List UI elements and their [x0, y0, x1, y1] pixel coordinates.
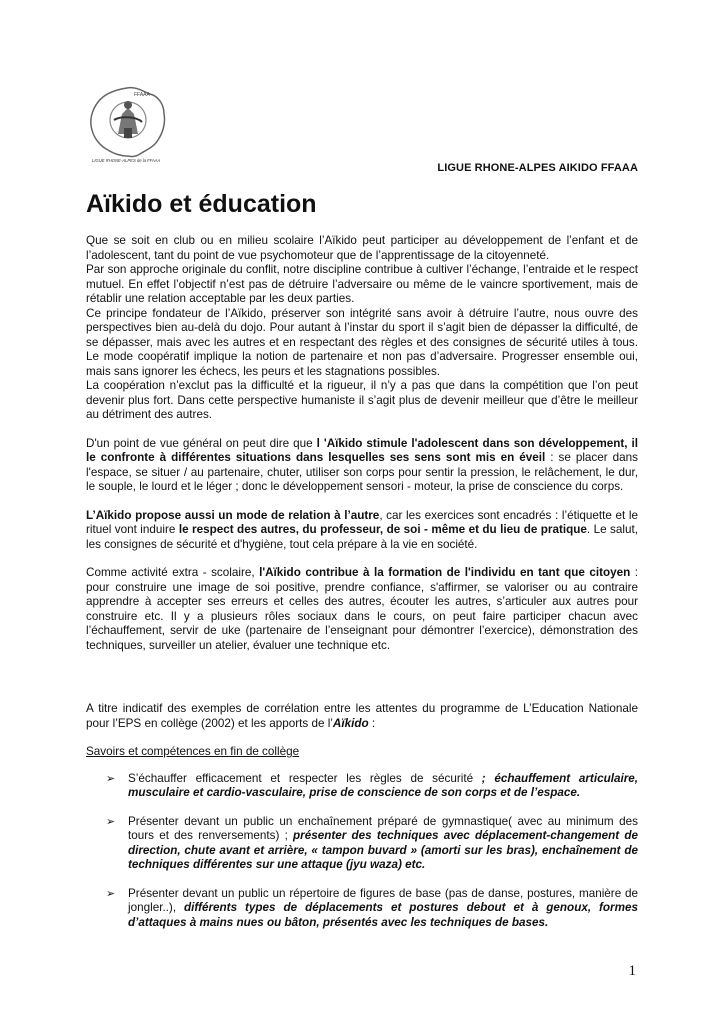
respect-emphasis: le respect des autres, du professeur, de soi - même et du lieu de pratique: [178, 523, 587, 536]
league-logo-emblem: [84, 84, 170, 164]
correlation-intro: A titre indicatif des exemples de corrélation entre les attentes du programme de L’Education Nationale pour l’EPS en collège (2002) et les apports de l’: [86, 702, 638, 730]
document-body: [86, 234, 638, 944]
general-view-details: : se placer dans l'espace, se situer / au partenaire, chuter, utiliser son corps pour sentir la pression, le relâchement, le dur, le souple, le lourd et le léger ; donc le développement sensori - moteur, la prise de conscience du corps.: [86, 451, 638, 493]
paragraph-intro: Que se soit en club ou en milieu scolaire l’Aïkido peut participer au développement de l’enfant et de l’adolescent, tant du point de vue psychomoteur que de l’apprentissage de la citoyenneté.: [86, 234, 638, 262]
paragraph-extracurricular: [86, 566, 638, 653]
relation-emphasis: L’Aïkido propose aussi un mode de relation à l’autre: [86, 508, 380, 522]
relation-text: , car les exercices sont encadrés : l’étiquette et le rituel vont induire: [86, 508, 638, 536]
general-view-intro: D'un point de vue général on peut dire que: [86, 436, 317, 450]
organization-name: LIGUE RHONE-ALPES AIKIDO FFAAA: [437, 162, 638, 174]
arrow-bullet-icon: ➢: [106, 887, 116, 900]
list-item: [86, 772, 638, 801]
list-item-emphasis: différents types de déplacements et postures debout et à genoux, formes d’attaques à mains nues ou bâton, présentés avec les techniques de bases.: [128, 901, 639, 929]
list-item-text: Présenter devant un public un enchaînement préparé de gymnastique( avec au minimum des tours et des renversements) ;: [128, 814, 638, 842]
paragraph-cooperation: La coopération n’exclut pas la difficulté et la rigueur, il n’y a pas que dans la compétition que l’on peut devenir plus fort. Dans cette perspective humaniste il s’agit plus de devenir meilleur que d’être le meilleur au détriment des autres.: [86, 379, 638, 421]
list-item-emphasis: présenter des techniques avec déplacement-changement de direction, chute avant et arrière, « tampon buvard » (amorti sur les bras), enchaînement de techniques différentes sur une attaque (jyu waza) etc.: [128, 829, 638, 871]
logo-caption: LIGUE RHONE-ALPES de la FFAAA: [92, 158, 161, 163]
page-title: Aïkido et éducation: [86, 190, 317, 218]
arrow-bullet-icon: ➢: [106, 815, 116, 828]
paragraph-relation: [86, 509, 638, 553]
section-heading: Savoirs et compétences en fin de collège: [86, 745, 300, 758]
paragraph-principle: Ce principe fondateur de l’Aïkido, préserver son intégrité sans avoir à détruire l’autre, nous ouvre des perspectives bien au-delà du dojo. Pour autant à l’instar du sport il s’agit bien de dépasser la difficulté, de se dépasser, mais avec les autres et en respectant des règles et des consignes de sécurité utiles à tous. Le mode coopératif implique la notion de partenaire et non pas d’adversaire. Progresser ensemble oui, mais sans ignorer les échecs, les peurs et les stagnations possibles.: [86, 306, 638, 378]
extracurricular-intro: Comme activité extra - scolaire,: [86, 566, 260, 579]
citizen-emphasis: l'Aïkido contribue à la formation de l'individu en tant que citoyen: [259, 566, 631, 579]
general-view-emphasis: l 'Aïkido stimule l'adolescent dans son développement, il le confronte à différentes situations dans lesquelles ses sens sont mis en éveil: [86, 436, 639, 464]
paragraph-conflict: Par son approche originale du conflit, notre discipline contribue à cultiver l’échange, l’entraide et le respect mutuel. En effet l’objectif n’est pas de détruire l’adversaire ou même de le vaincre sportivement, mais de rétablir une relation acceptable par les deux parties.: [86, 263, 638, 305]
extracurricular-details: : pour construire une image de soi positive, prendre confiance, s'affirmer, se valoriser ou au contraire apprendre à accepter ses erreurs et celles des autres, écouter les autres, s’articuler aux autres pour construire etc. Il y a plusieurs rôles sociaux dans le cours, on peut faire participer chacun avec l’échauffement, servir de uke (partenaire de l’enseignant pour démontrer l’exercice), démonstration des techniques, surveiller un atelier, évaluer une technique etc.: [86, 566, 638, 652]
relation-conclusion: . Le salut, les consignes de sécurité et d'hygiène, tout cela prépare à la vie en société.: [86, 523, 638, 551]
list-item-emphasis: ; échauffement articulaire, musculaire et cardio-vasculaire, prise de conscience de son corps et de l’espace.: [128, 771, 638, 799]
logo-top-text: FFAAA: [134, 92, 150, 98]
correlation-colon: :: [368, 716, 376, 730]
list-item-text: S’échauffer efficacement et respecter les règles de sécurité: [128, 771, 482, 785]
paragraph-general-view: [86, 437, 638, 495]
competence-list: [86, 772, 638, 931]
list-item: [86, 887, 638, 931]
league-logo: [84, 84, 170, 164]
paragraph-correlation: [86, 702, 638, 731]
aikido-emphasis: Aïkido: [332, 716, 369, 730]
page-number: 1: [628, 963, 636, 979]
arrow-bullet-icon: ➢: [106, 772, 116, 785]
list-item-text: Présenter devant un public un répertoire de figures de base (pas de danse, postures, manière de jongler..),: [128, 886, 638, 914]
list-item: [86, 815, 638, 873]
